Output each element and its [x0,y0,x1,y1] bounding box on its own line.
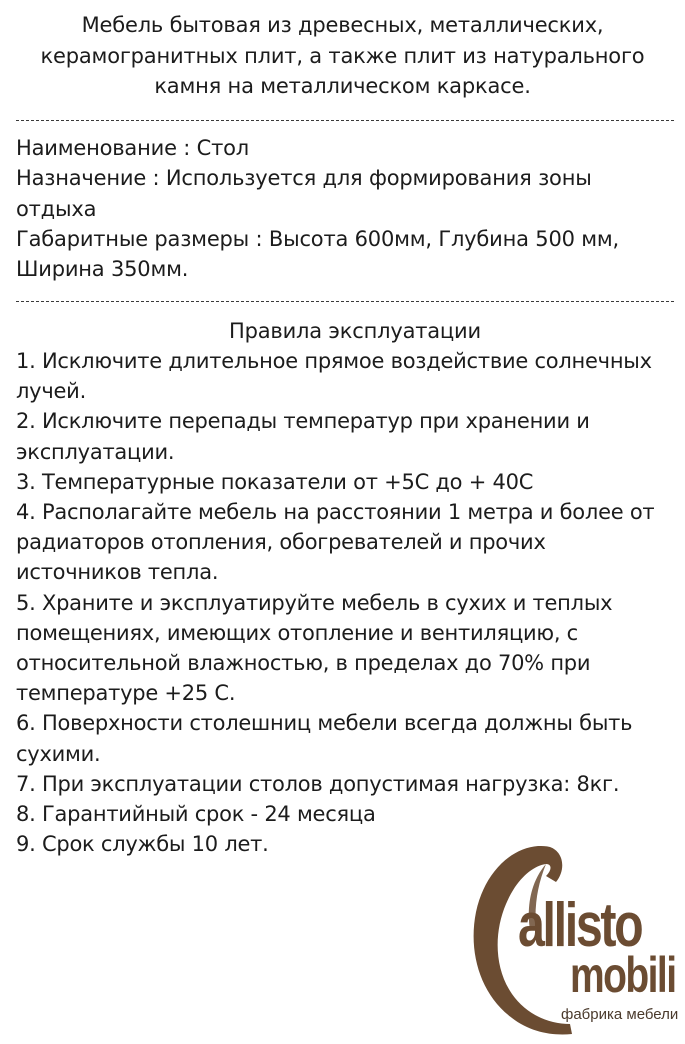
rule-line: 2. Исключите перепады температур при хранении и [16,409,590,434]
callisto-logo [460,834,685,1044]
rule-line: относительной влажностью, в пределах до 70% при [16,651,591,676]
spec-purpose: Назначение : Используется для формирования зоны [16,166,592,191]
dashed-divider [16,301,674,302]
rule-line: лучей. [16,379,87,404]
product-category-heading [10,10,675,102]
rule-line: 3. Температурные показатели от +5С до + 40С [16,469,534,494]
rule-line: радиаторов отопления, обогревателей и прочих [16,530,546,555]
logo-word-allisto: allisto [518,891,642,960]
rule-line: температуре +25 С. [16,681,236,706]
intro-line: керамогранитных плит, а также плит из натурального [40,43,645,68]
spec-name: Наименование : Стол [16,136,249,160]
rule-line: 5. Храните и эксплуатируйте мебель в сухих и теплых [16,590,613,615]
dashed-divider [16,120,674,121]
rules-title: Правила эксплуатации [229,319,481,343]
spec-purpose-cont: отдыха [16,196,97,221]
spec-dimensions: Габаритные размеры : Высота 600мм, Глубина 500 мм, [16,226,619,251]
rule-line: источников тепла. [16,560,219,585]
rule-line: 4. Располагайте мебель на расстоянии 1 метра и более от [16,500,655,525]
logo-word-mobili: mobili [570,947,676,1003]
logo-subtitle: фабрика мебели [561,1006,679,1023]
rule-line: 7. При эксплуатации столов допустимая нагрузка: 8кг. [16,771,620,796]
spec-dimensions-cont: Ширина 350мм. [16,257,189,282]
product-specs [16,133,676,284]
rule-line: 9. Срок службы 10 лет. [16,832,269,857]
rule-line: сухими. [16,741,101,766]
rule-line: 8. Гарантийный срок - 24 месяца [16,802,376,827]
rule-line: 6. Поверхности столешниц мебели всегда должны быть [16,711,633,736]
intro-line: камня на металлическом каркасе. [154,74,531,98]
rule-line: эксплуатации. [16,439,175,464]
rule-line: помещениях, имеющих отопление и вентиляцию, с [16,620,578,645]
rule-line: 1. Исключите длительное прямое воздействие солнечных [16,349,652,373]
intro-line: Мебель бытовая из древесных, металлических, [81,13,604,37]
rules-list [16,346,680,859]
